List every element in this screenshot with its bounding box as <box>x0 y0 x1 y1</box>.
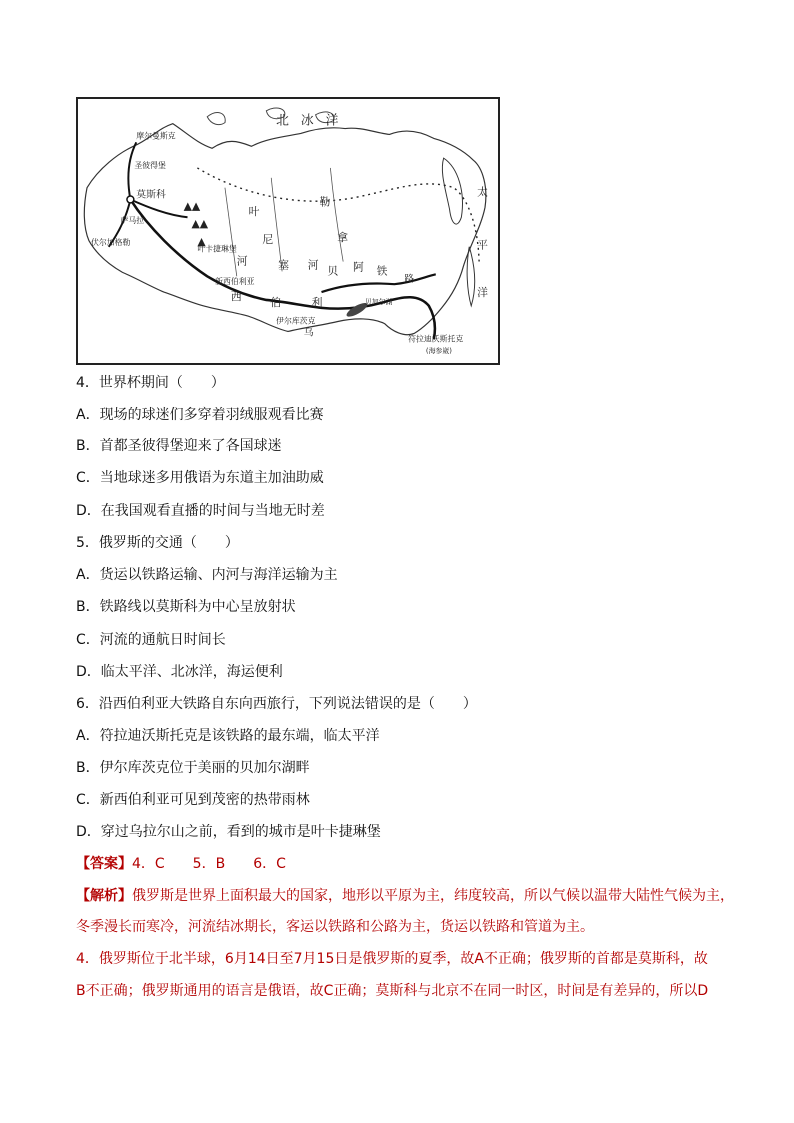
russia-map-svg <box>78 99 498 363</box>
novosibirsk-label: 新西伯利亚 <box>215 277 255 287</box>
pacific-char-2: 平 <box>477 238 488 252</box>
vladivostok-label: 符拉迪沃斯托克 <box>408 334 464 344</box>
q6-option-c: C．新西伯利亚可见到茂密的热带雨林 <box>76 792 310 808</box>
amur-char-1: 贝 <box>327 264 339 278</box>
baikal-label: 贝加尔湖 <box>364 297 393 306</box>
railway-north <box>128 142 136 199</box>
q4-stem: 4．世界杯期间（ ） <box>76 375 225 391</box>
analysis-text-1: 俄罗斯是世界上面积最大的国家，地形以平原为主，纬度较高，所以气候以温带大陆性气候为主， <box>132 888 734 904</box>
river-2 <box>271 178 282 272</box>
answer-text: 4．C 5．B 6．C <box>132 856 286 872</box>
pacific-char-3: 洋 <box>477 286 488 300</box>
lena-char-3: 河 <box>307 258 319 272</box>
siberia-char-1: 叶 <box>248 205 260 219</box>
q4-option-a: A．现场的球迷们多穿着羽绒服观看比赛 <box>76 407 324 423</box>
analysis-tag: 【解析】 <box>76 888 132 904</box>
q4-option-c: C．当地球迷多用俄语为东道主加油助威 <box>76 470 324 486</box>
q6-option-b: B．伊尔库茨克位于美丽的贝加尔湖畔 <box>76 760 310 776</box>
lena-char-2: 拿 <box>337 230 349 244</box>
q5-option-c: C．河流的通航日时间长 <box>76 632 226 648</box>
analysis-line-1 <box>76 886 734 906</box>
ural-char-label: 乌 <box>303 327 314 339</box>
kamchatka <box>442 158 462 224</box>
moscow-label: 莫斯科 <box>136 189 166 201</box>
moscow-marker <box>127 196 134 203</box>
lena-char-1: 勒 <box>319 195 331 209</box>
answer-line <box>76 854 286 874</box>
q5-option-a: A．货运以铁路运输、内河与海洋运输为主 <box>76 567 338 583</box>
west-siberia-3: 利 <box>311 295 323 309</box>
yekaterinburg-label: 叶卡捷琳堡 <box>197 244 237 254</box>
arctic-ocean-label: 北 冰 洋 <box>276 113 343 129</box>
siberia-char-4: 河 <box>236 254 248 268</box>
sakhalin <box>467 247 475 306</box>
murmansk-label: 摩尔曼斯克 <box>136 131 176 141</box>
volgograd-label: 伏尔加格勒 <box>90 237 131 247</box>
irkutsk-label: 伊尔库茨克 <box>276 316 316 326</box>
vladivostok-note: (海参崴) <box>425 347 452 356</box>
west-siberia-1: 西 <box>230 289 242 303</box>
ural-mountain-symbols: ▲▲ <box>183 199 201 213</box>
amur-char-4: 路 <box>404 274 415 286</box>
river-1 <box>225 188 237 277</box>
railway-ural <box>130 199 187 217</box>
siberia-char-2: 尼 <box>262 232 274 246</box>
ural-mountain-symbols-3: ▲ <box>197 234 206 248</box>
analysis-line-4: B不正确；俄罗斯通用的语言是俄语，故C正确；莫斯科与北京不在同一时区，时间是有差异的，所以D <box>76 983 709 999</box>
amur-char-3: 铁 <box>376 264 388 278</box>
q4-option-b: B．首都圣彼得堡迎来了各国球迷 <box>76 438 282 454</box>
st-petersburg-label: 圣彼得堡 <box>134 160 166 170</box>
siberia-char-3: 塞 <box>278 258 289 272</box>
q4-option-d: D．在我国观看直播的时间与当地无时差 <box>76 503 325 519</box>
samara-label: 萨马拉 <box>120 216 145 226</box>
west-siberia-2: 伯 <box>270 295 282 309</box>
amur-char-2: 阿 <box>353 260 364 274</box>
russia-map <box>76 97 500 365</box>
answer-tag: 【答案】 <box>76 856 132 872</box>
pacific-char-1: 太 <box>477 185 488 199</box>
q6-stem: 6．沿西伯利亚大铁路自东向西旅行，下列说法错误的是（ ） <box>76 696 477 712</box>
q5-option-d: D．临太平洋、北冰洋，海运便利 <box>76 664 283 680</box>
q6-option-d: D．穿过乌拉尔山之前，看到的城市是叶卡捷琳堡 <box>76 824 381 840</box>
analysis-line-2: 冬季漫长而寒冷，河流结冰期长，客运以铁路和公路为主，货运以铁路和管道为主。 <box>76 919 594 935</box>
q5-stem: 5．俄罗斯的交通（ ） <box>76 535 239 551</box>
river-3 <box>330 168 343 262</box>
analysis-line-3: 4．俄罗斯位于北半球，6月14日至7月15日是俄罗斯的夏季，故A不正确；俄罗斯的首都是莫斯科，故 <box>76 951 708 967</box>
ural-mountain-symbols-2: ▲▲ <box>191 217 209 231</box>
northern-sea-route <box>197 168 479 262</box>
q5-option-b: B．铁路线以莫斯科为中心呈放射状 <box>76 599 296 615</box>
q6-option-a: A．符拉迪沃斯托克是该铁路的最东端，临太平洋 <box>76 728 380 744</box>
